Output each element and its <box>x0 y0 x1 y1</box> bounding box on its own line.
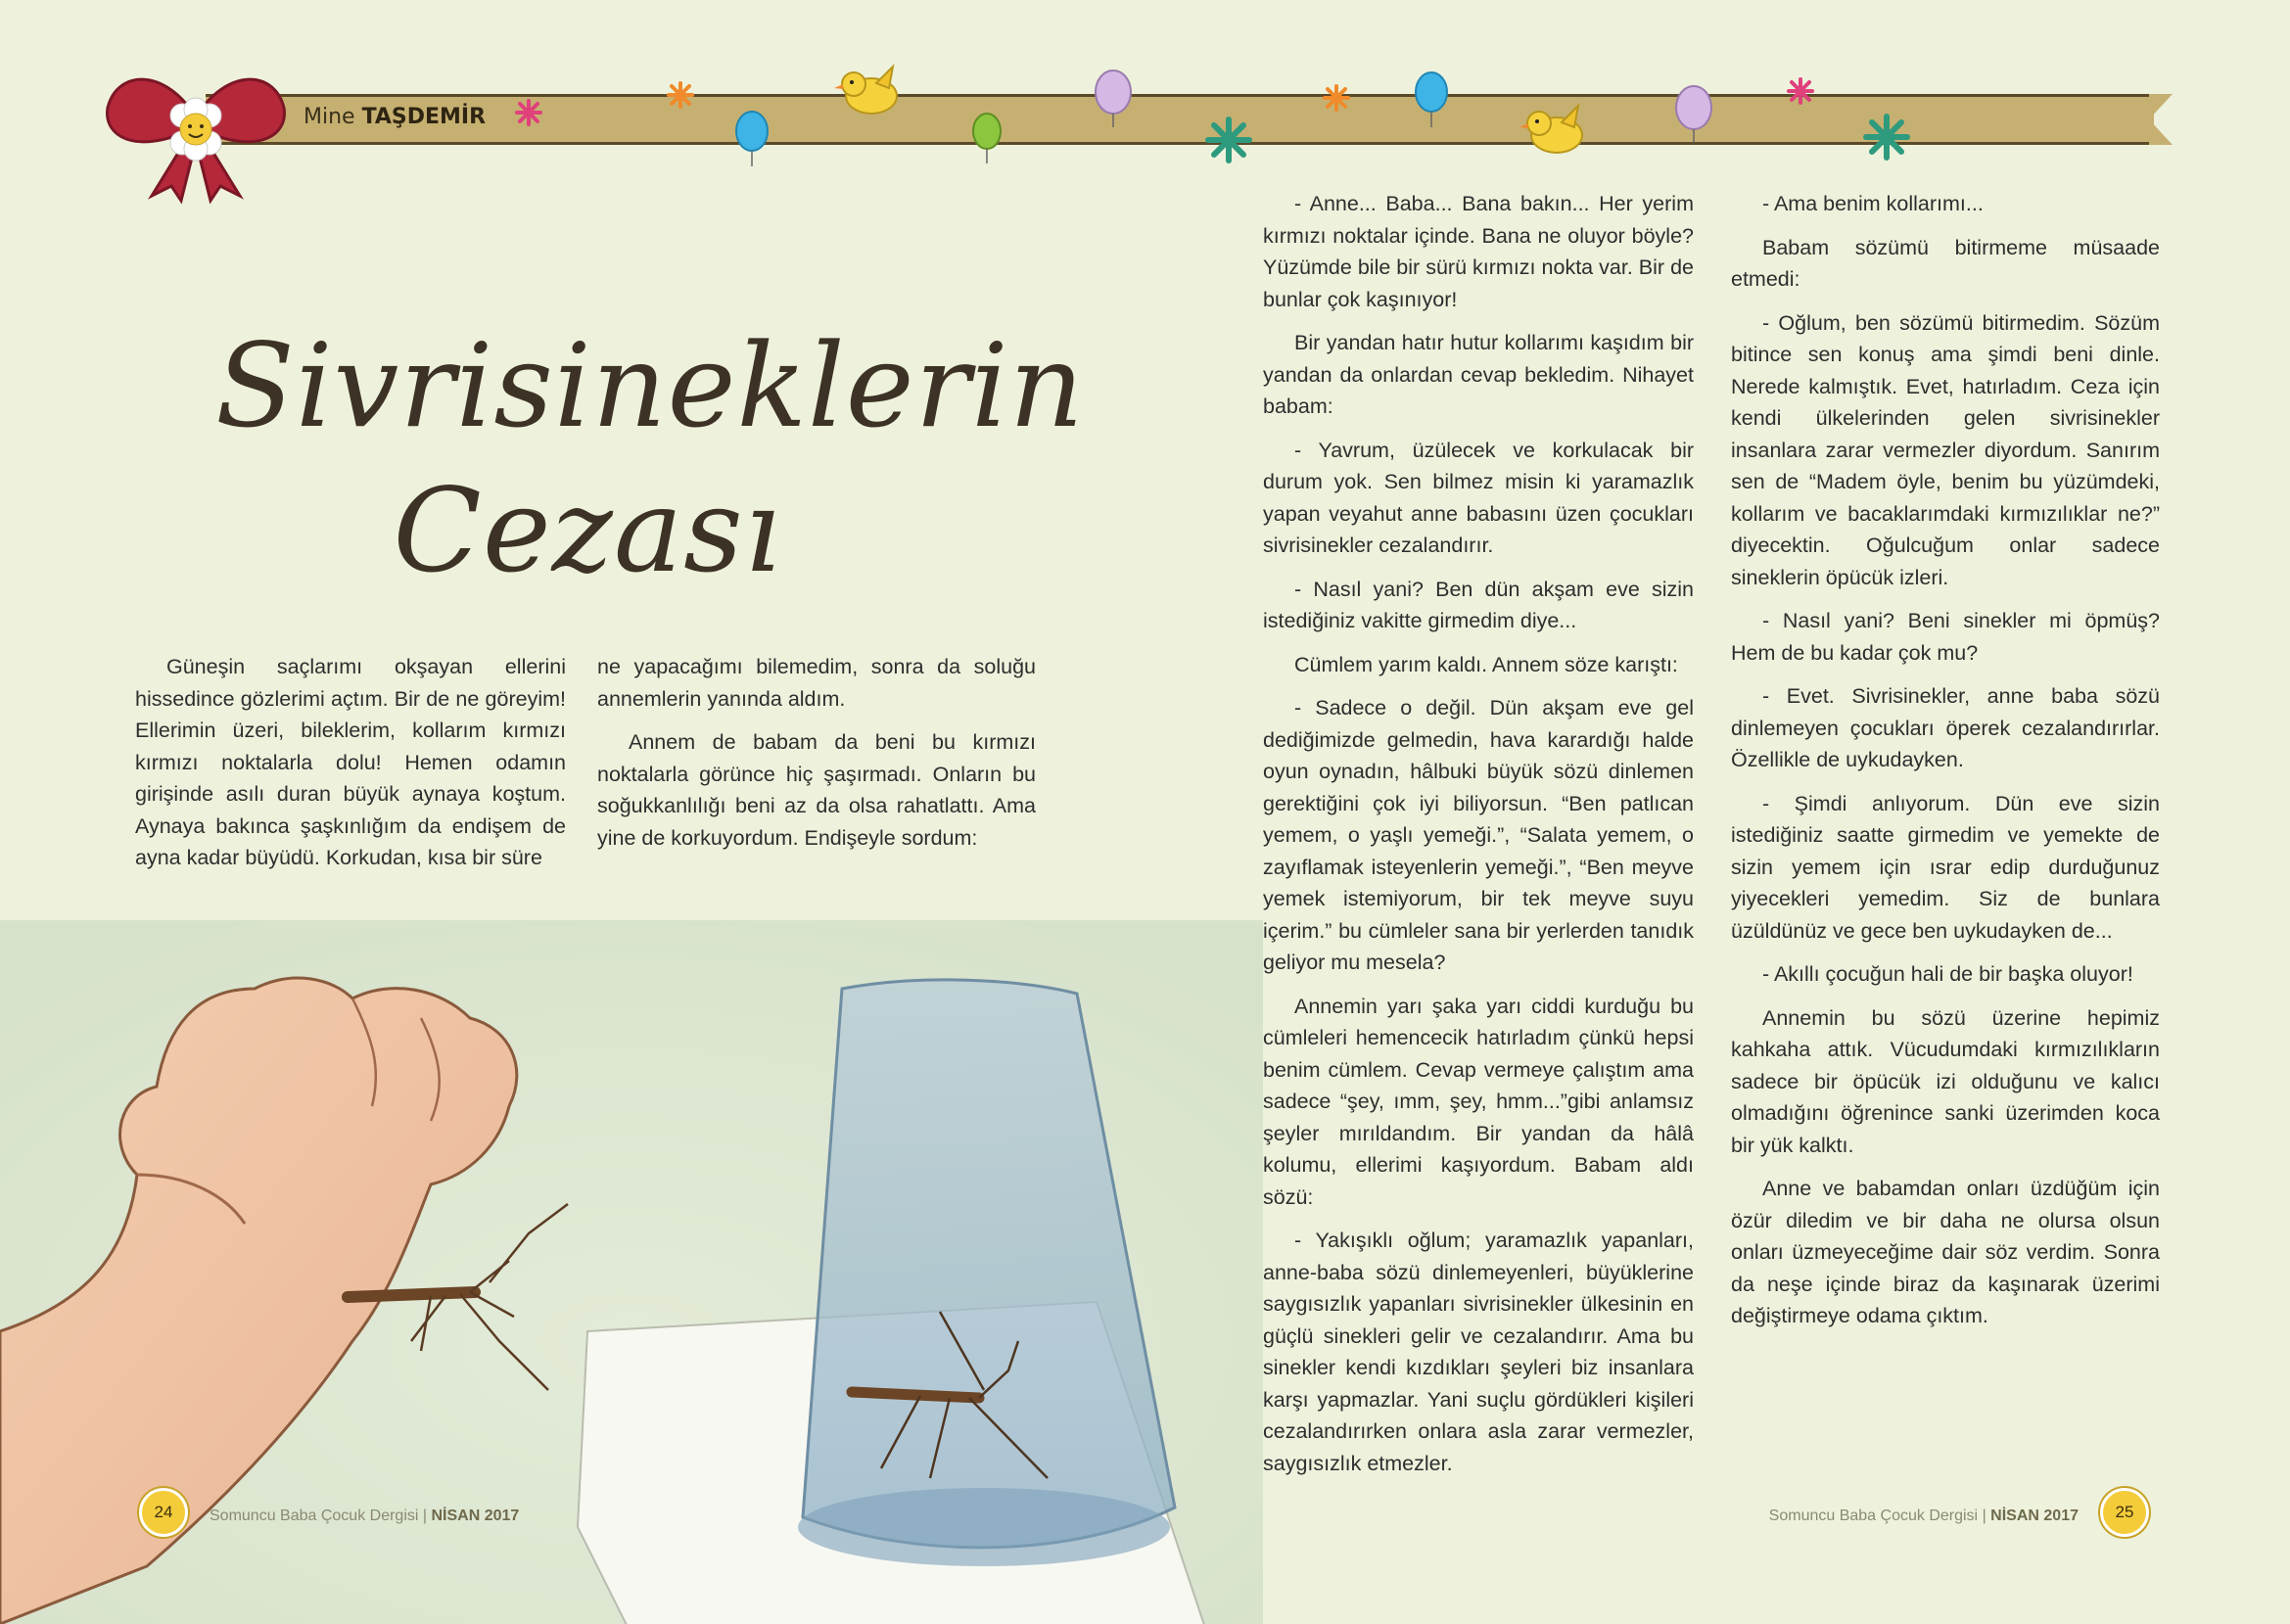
footer-left <box>210 1508 519 1525</box>
paragraph: - Evet. Sivrisinekler, anne baba sözü dinlemeyen çocukları öperek cezalandırırlar. Özellikle de uykudayken. <box>1731 684 2160 771</box>
paragraph: - Ama benim kollarımı... <box>1762 192 1984 215</box>
paragraph: - Yakışıklı oğlum; yaramazlık yapanları, anne-baba sözü dinlemeyenleri, büyüklerine saygısızlık yapanları sivrisinekler ülkesinin en güçlü sinekleri gelir ve cezalandırır. Ama bu sinekler kendi kızdıkları şeyleri biz insanlara karşı yapmazlar. Yani suçlu gördükleri kişileri cezalandırırken onlara asla zarar vermezler, saygısızlık etmezler. <box>1263 1229 1694 1475</box>
story-title <box>215 313 1085 603</box>
title-line-1: Sivrisineklerin <box>215 318 1085 453</box>
paragraph: - Akıllı çocuğun hali de bir başka oluyor! <box>1762 962 2133 986</box>
paragraph: Bir yandan hatır hutur kollarımı kaşıdım bir yandan da onlardan cevap bekledim. Nihayet babam: <box>1263 331 1694 418</box>
balloon-icon <box>1672 84 1715 145</box>
paragraph: Güneşin saçlarımı okşayan ellerini hissedince gözlerimi açtım. Bir de ne göreyim! Ellerimin üzeri, bileklerim, kollarım kırmızı kırmızı noktalarla dolu! Hemen odamın girişinde asılı duran büyük aynaya koştum. Aynaya bakınca şaşkınlığım da endişem de ayna kadar büyüdü. Korkudan, kısa bir süre <box>135 655 566 869</box>
author-first-name: Mine <box>304 105 355 129</box>
balloon-icon <box>969 112 1005 165</box>
text-column-1 <box>135 651 566 886</box>
text-column-2 <box>597 651 1036 865</box>
paragraph: - Şimdi anlıyorum. Dün eve sizin istediğiniz saatte girmedim ve yemekte de sizin yemem için ısrar edip durduğunuz yiyecekleri yemedim. Siz de bunlara üzüldünüz ve gece ben uykudayken de... <box>1731 791 2160 943</box>
footer-separator: | <box>422 1508 428 1524</box>
footer-separator: | <box>1982 1508 1986 1524</box>
magazine-name: Somuncu Baba Çocuk Dergisi <box>210 1508 419 1524</box>
flower-icon <box>514 98 543 127</box>
title-line-2: Cezası <box>393 463 782 598</box>
illustration <box>0 881 1263 1624</box>
flower-icon <box>666 80 695 110</box>
balloon-icon <box>1412 70 1451 129</box>
author-byline <box>304 105 486 129</box>
flower-icon <box>1204 116 1253 164</box>
footer-right <box>1769 1508 2079 1525</box>
paragraph: Annemin yarı şaka yarı ciddi kurduğu bu cümleleri hemencecik hatırladım çünkü hepsi benim cümlem. Cevap vermeye çalıştım ama sadece “şey, ımm, şey, hmm...”gibi anlamsız şeyler mırıldandım. Bir yandan da hâlâ kolumu, ellerimi kaşıyordum. Babam aldı sözü: <box>1263 994 1694 1209</box>
bird-icon <box>832 59 911 122</box>
issue-date: NİSAN 2017 <box>1990 1508 2079 1524</box>
flower-icon <box>1786 76 1815 106</box>
paragraph: - Nasıl yani? Ben dün akşam eve sizin istediğiniz vakitte girmedim diye... <box>1263 577 1694 632</box>
balloon-icon <box>1092 69 1135 129</box>
magazine-name: Somuncu Baba Çocuk Dergisi <box>1768 1508 1979 1524</box>
paragraph: - Oğlum, ben sözümü bitirmedim. Sözüm bitince sen konuş ama şimdi beni dinle. Nerede kalmıştık. Evet, hatırladım. Ceza için kendi ülkelerinden gelen sivrisinekler insanlara zarar vermezler diyordum. Sanırım sen de “Madem öyle, benim bu yüzümdeki, kollarım ve bacaklarımdaki kırmızılıklar ne?” diyecektin. Oğulcuğum onlar sadece sineklerin öpücük izleri. <box>1731 310 2160 589</box>
paragraph: Cümlem yarım kaldı. Annem söze karıştı: <box>1294 652 1678 676</box>
page-number-left: 24 <box>139 1488 188 1537</box>
paragraph: Annem de babam da beni bu kırmızı noktalarla görünce hiç şaşırmadı. Onların bu soğukkanlılığı beni az da olsa rahatlattı. Ama yine de korkuyordum. Endişeyle sordum: <box>597 730 1036 850</box>
balloon-icon <box>732 110 771 168</box>
paragraph: ne yapacağımı bilemedim, sonra da soluğu annemlerin yanında aldım. <box>597 655 1036 711</box>
paragraph: - Yavrum, üzülecek ve korkulacak bir durum yok. Sen bilmez misin ki yaramazlık yapan veyahut anne babasını üzen çocukları sivrisinekler cezalandırır. <box>1263 438 1694 557</box>
paragraph: Anne ve babamdan onları üzdüğüm için özür diledim ve bir daha ne olursa olsun onları üzmeyeceğime dair söz verdim. Sonra da neşe içinde biraz da kaşınarak üzerimi değiştirmeye odama çıktım. <box>1731 1177 2160 1327</box>
text-column-3 <box>1263 188 1694 1491</box>
paragraph: Annemin bu sözü üzerine hepimiz kahkaha attık. Vücudumdaki kırmızılıkların sadece bir öpücük izi olduğunu ve kalıcı olmadığını öğrenince sanki üzerimden koca bir yük kalktı. <box>1731 1005 2160 1157</box>
text-column-4 <box>1731 188 2160 1344</box>
flower-icon <box>1322 83 1351 113</box>
ribbon-end <box>2149 94 2173 145</box>
flower-icon <box>1862 113 1911 162</box>
issue-date: NİSAN 2017 <box>431 1508 520 1524</box>
paragraph: - Anne... Baba... Bana bakın... Her yerim kırmızı noktalar içinde. Bana ne oluyor böyle? Yüzümde bile bir sürü kırmızı nokta var. Bir de bunlar çok kaşınıyor! <box>1263 192 1694 311</box>
paragraph: - Sadece o değil. Dün akşam eve gel dediğimizde gelmedin, hava karardığı halde oyun oynadın, hâlbuki büyük sözü dinlemen gerektiğini çok iyi biliyorsun. “Ben patlıcan yemem, o yaşlı yemeği.”, “Salata yemem, o zayıflamak isteyenlerin yemeği.”, “Ben meyve yemek istemiyorum, bir tek meyve suyu içerim.” bu cümleler sana bir yerlerden tanıdık geliyor mu mesela? <box>1263 696 1694 974</box>
page-number-right: 25 <box>2100 1488 2149 1537</box>
paragraph: - Nasıl yani? Beni sinekler mi öpmüş? Hem de bu kadar çok mu? <box>1731 609 2160 665</box>
paragraph: Babam sözümü bitirmeme müsaade etmedi: <box>1731 235 2160 291</box>
author-last-name: TAŞDEMİR <box>361 105 487 129</box>
bow-icon <box>98 59 294 206</box>
bird-icon <box>1518 98 1596 162</box>
